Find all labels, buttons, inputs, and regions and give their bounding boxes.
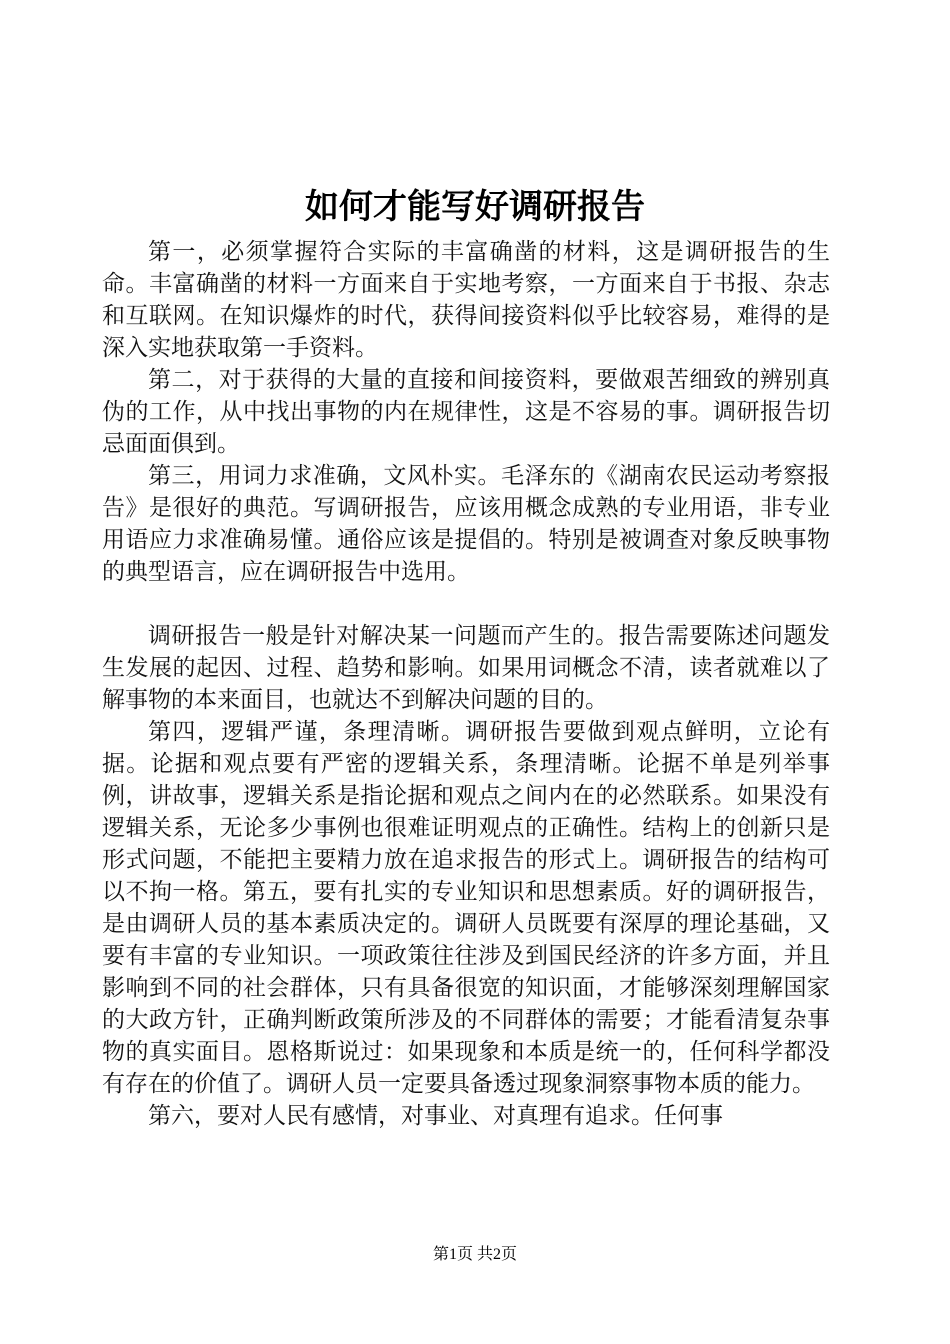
paragraph-spacer bbox=[102, 588, 830, 620]
paragraph-6: 第六，要对人民有感情，对事业、对真理有追求。任何事 bbox=[148, 1103, 723, 1129]
paragraph-2: 第二，对于获得的大量的直接和间接资料，要做艰苦细致的辨别真伪的工作，从中找出事物的内在规律性，这是不容易的事。调研报告切忌面面俱到。 bbox=[102, 367, 830, 457]
document-body bbox=[102, 236, 830, 1132]
page-number-footer: 第1页 共2页 bbox=[432, 1246, 517, 1263]
paragraph-5: 第四，逻辑严谨，条理清晰。调研报告要做到观点鲜明，立论有据。论据和观点要有严密的逻辑关系，条理清晰。论据不单是列举事例，讲故事，逻辑关系是指论据和观点之间内在的必然联系。如果没有逻辑关系，无论多少事例也很难证明观点的正确性。结构上的创新只是形式问题，不能把主要精力放在追求报告的形式上。调研报告的结构可以不拘一格。第五，要有扎实的专业知识和思想素质。好的调研报告，是由调研人员的基本素质决定的。调研人员既要有深厚的理论基础，又要有丰富的专业知识。一项政策往往涉及到国民经济的许多方面，并且影响到不同的社会群体，只有具备很宽的知识面，才能够深刻理解国家的大政方针，正确判断政策所涉及的不同群体的需要；才能看清复杂事物的真实面目。恩格斯说过：如果现象和本质是统一的，任何科学都没有存在的价值了。调研人员一定要具备透过现象洞察事物本质的能力。 bbox=[102, 719, 830, 1097]
paragraph-3: 第三，用词力求准确，文风朴实。毛泽东的《湖南农民运动考察报告》是很好的典范。写调研报告，应该用概念成熟的专业用语，非专业用语应力求准确易懂。通俗应该是提倡的。特别是被调查对象反映事物的典型语言，应在调研报告中选用。 bbox=[102, 463, 830, 585]
paragraph-1: 第一，必须掌握符合实际的丰富确凿的材料，这是调研报告的生命。丰富确凿的材料一方面来自于实地考察，一方面来自于书报、杂志和互联网。在知识爆炸的时代，获得间接资料似乎比较容易，难得的是深入实地获取第一手资料。 bbox=[102, 239, 830, 361]
document-title: 如何才能写好调研报告 bbox=[305, 187, 645, 227]
paragraph-4: 调研报告一般是针对解决某一问题而产生的。报告需要陈述问题发生发展的起因、过程、趋势和影响。如果用词概念不清，读者就难以了解事物的本来面目，也就达不到解决问题的目的。 bbox=[102, 623, 830, 713]
